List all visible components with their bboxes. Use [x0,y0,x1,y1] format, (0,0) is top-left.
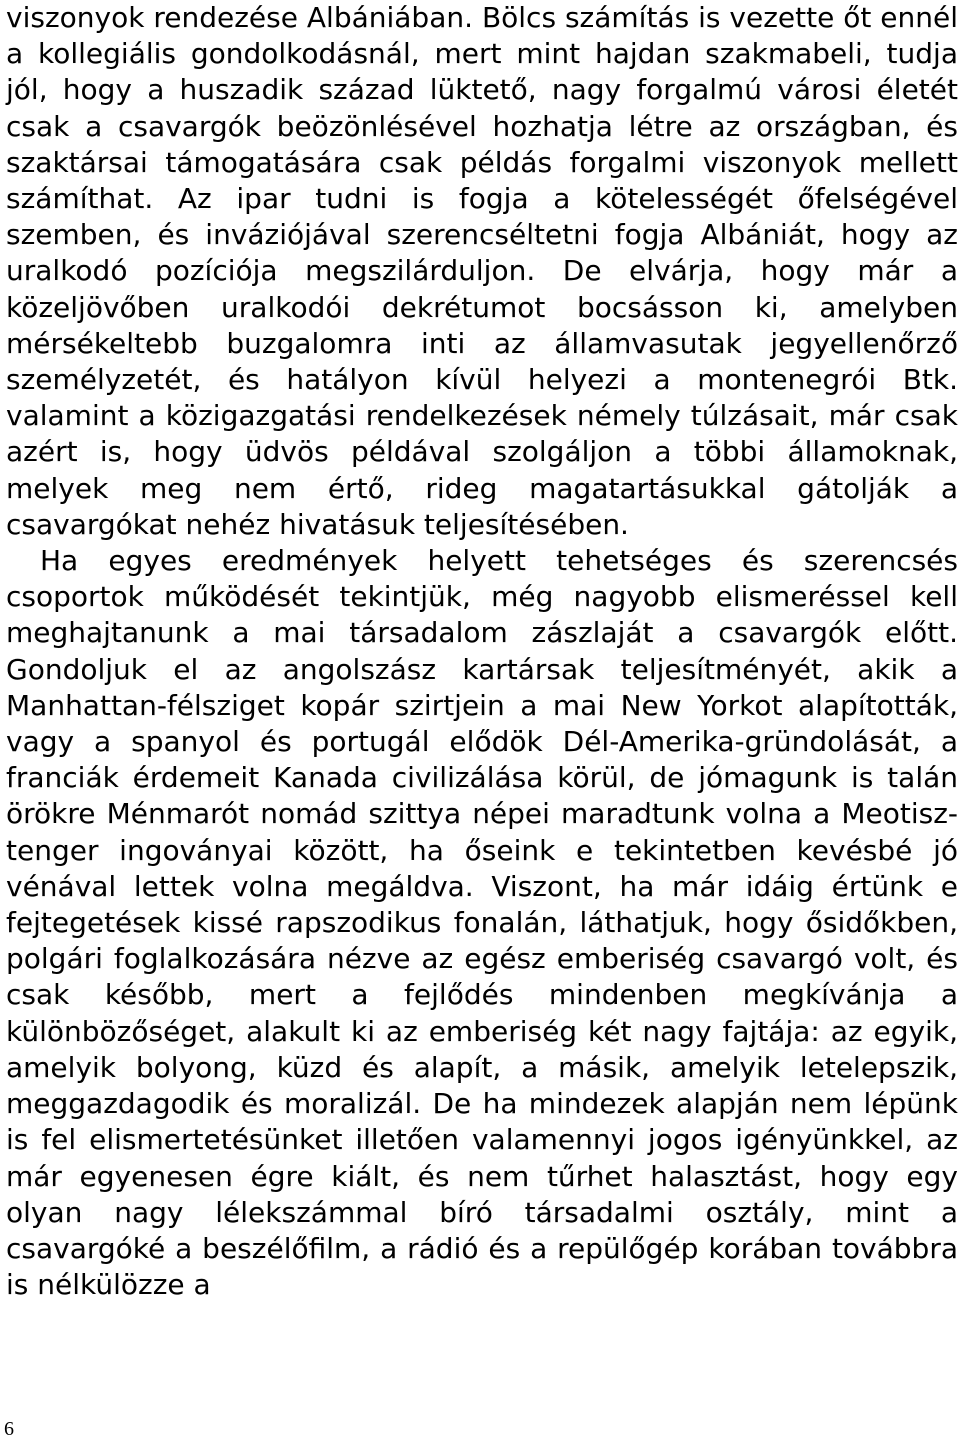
body-text [6,0,958,1303]
paragraph: Ha egyes eredmények helyett tehetséges és szerencsés csoportok működését tekintjük, még nagyobb elismeréssel kell meghajtanunk a mai társadalom zászlaját a csavargók előtt. Gondoljuk el az angolszász kartársak teljesítményét, akik a Manhattan-félsziget kopár szirtjein a mai New Yorkot alapították, vagy a spanyol és portugál elődök Dél-Amerika-gründolását, a franciák érdemeit Kanada civilizálása körül, de jómagunk is talán örökre Ménmarót nomád szittya népei maradtunk volna a Meotisz-tenger ingoványai között, ha őseink e tekintetben kevésbé jó vénával lettek volna megáldva. Viszont, ha már idáig értünk e fejtegetések kissé rapszodikus fonalán, láthatjuk, hogy ősidőkben, polgári foglalkozására nézve az egész emberiség csavargó volt, és csak később, mert a fejlődés mindenben megkívánja a különbözőséget, alakult ki az emberiség két nagy fajtája: az egyik, amelyik bolyong, küzd és alapít, a másik, amelyik letelepszik, meggazdagodik és moralizál. De ha mindezek alapján nem lépünk is fel elismertetésünket illetően valamennyi jogos igényünkkel, az már egyenesen égre kiált, és nem tűrhet halasztást, hogy egy olyan nagy lélekszámmal bíró társadalmi osztály, mint a csavargóké a beszélőfilm, a rádió és a repülőgép korában továbbra is nélkülözze a [6,544,958,1302]
page-number: 6 [4,1418,14,1440]
paragraph-continued: viszonyok rendezése Albániában. Bölcs számítás is vezette őt ennél a kollegiális gondolkodásnál, mert mint hajdan szakmabeli, tudja jól, hogy a huszadik század lüktető, nagy forgalmú városi életét csak a csavargók beözönlésével hozhatja létre az országban, és szaktársai támogatására csak példás forgalmi viszonyok mellett számíthat. Az ipar tudni is fogja a kötelességét őfelségével szemben, és inváziójával szerencséltetni fogja Albániát, hogy az uralkodó pozíciója megszilárduljon. De elvárja, hogy már a közeljövőben uralkodói dekrétumot bocsásson ki, amelyben mérsékeltebb buzgalomra inti az államvasutak jegyellenőrző személyzetét, és hatályon kívül helyezi a montenegrói Btk. valamint a közigazgatási rendelkezések némely túlzásait, már csak azért is, hogy üdvös példával szolgáljon a többi államoknak, melyek meg nem értő, rideg magatartásukkal gátolják a csavargókat nehéz hivatásuk teljesítésében. [6,1,958,541]
